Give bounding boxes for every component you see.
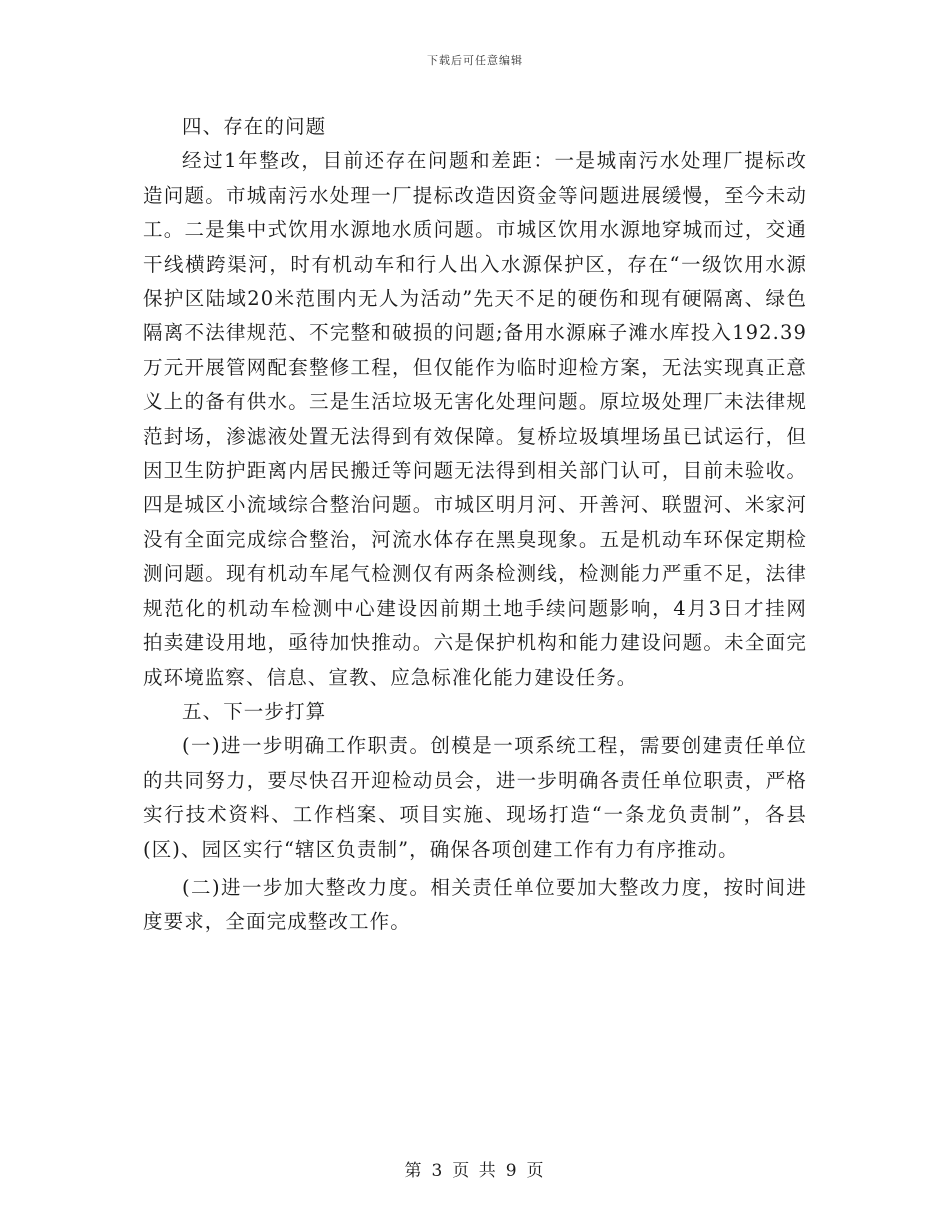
document-body — [143, 110, 807, 940]
footer-prefix: 第 — [404, 1161, 424, 1181]
paragraph-rectification: (二)进一步加大整改力度。相关责任单位要加大整改力度，按时间进度要求，全面完成整改工作。 — [143, 875, 807, 934]
page-footer — [0, 1156, 950, 1181]
page-header-note: 下载后可任意编辑 — [427, 54, 523, 67]
footer-current-page: 3 — [431, 1161, 445, 1181]
paragraph-responsibilities: (一)进一步明确工作职责。创模是一项系统工程，需要创建责任单位的共同努力，要尽快召开迎检动员会，进一步明确各责任单位职责，严格实行技术资料、工作档案、项目实施、现场打造“一条龙负责制”，各县(区)、园区实行“辖区负责制”，确保各项创建工作有力有序推动。 — [143, 734, 807, 861]
paragraph-problems: 经过1年整改，目前还存在问题和差距：一是城南污水处理厂提标改造问题。市城南污水处理一厂提标改造因资金等问题进展缓慢，至今未动工。二是集中式饮用水源地水质问题。市城区饮用水源地穿城而过，交通干线横跨渠河，时有机动车和行人出入水源保护区，存在“一级饮用水源保护区陆域20米范围内无人为活动”先天不足的硬伤和现有硬隔离、绿色隔离不法律规范、不完整和破损的问题;备用水源麻子滩水库投入192.39万元开展管网配套整修工程，但仅能作为临时迎检方案，无法实现真正意义上的备有供水。三是生活垃圾无害化处理问题。原垃圾处理厂未法律规范封场，渗滤液处置无法得到有效保障。复桥垃圾填埋场虽已试运行，但因卫生防护距离内居民搬迁等问题无法得到相关部门认可，目前未验收。四是城区小流域综合整治问题。市城区明月河、开善河、联盟河、米家河没有全面完成综合整治，河流水体存在黑臭现象。五是机动车环保定期检测问题。现有机动车尾气检测仅有两条检测线，检测能力严重不足，法律规范化的机动车检测中心建设因前期土地手续问题影响，4月3日才挂网拍卖建设用地，亟待加快推动。六是保护机构和能力建设问题。未全面完成环境监察、信息、宣教、应急标准化能力建设任务。 — [143, 149, 807, 689]
section-heading-problems: 四、存在的问题 — [182, 115, 327, 138]
footer-total-pages: 9 — [505, 1161, 519, 1181]
footer-suffix: 页 — [526, 1161, 546, 1181]
footer-mid: 页 共 — [452, 1161, 498, 1181]
section-heading-next-steps: 五、下一步打算 — [182, 699, 327, 723]
